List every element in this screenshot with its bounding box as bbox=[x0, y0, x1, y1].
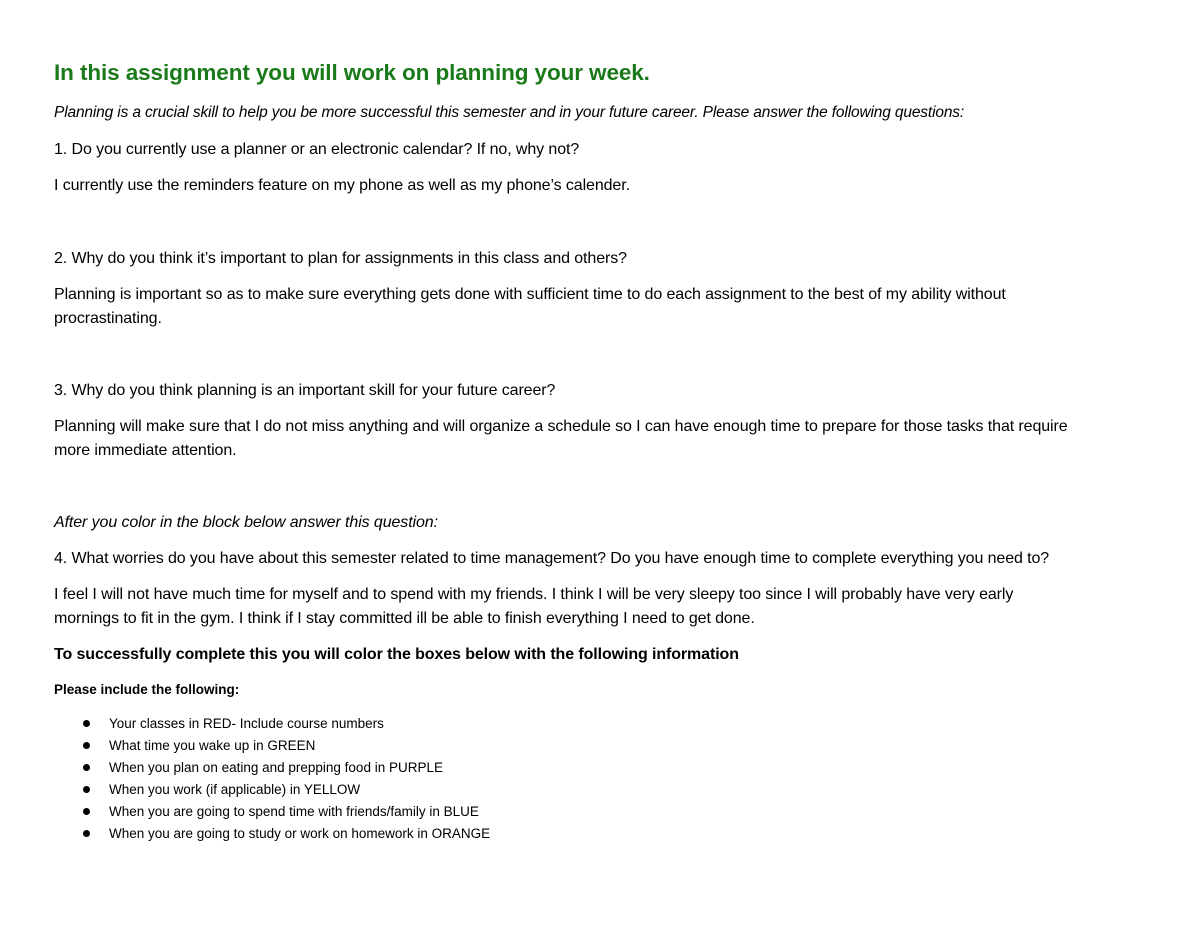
list-item-text: When you are going to spend time with friends/family in BLUE bbox=[109, 804, 479, 819]
answer-2-line-2: procrastinating. bbox=[54, 310, 162, 327]
list-item bbox=[54, 758, 490, 780]
list-item bbox=[54, 736, 490, 758]
list-item-text: When you plan on eating and prepping food in PURPLE bbox=[109, 760, 443, 775]
answer-1: I currently use the reminders feature on my phone as well as my phone’s calender. bbox=[54, 177, 630, 194]
bullet-icon bbox=[83, 830, 90, 837]
list-item-text: Your classes in RED- Include course numbers bbox=[109, 716, 384, 731]
requirements-list bbox=[54, 714, 490, 846]
page-title: In this assignment you will work on planning your week. bbox=[54, 60, 650, 85]
after-note: After you color in the block below answer this question: bbox=[54, 514, 438, 531]
list-item bbox=[54, 802, 490, 824]
answer-2-line-1: Planning is important so as to make sure everything gets done with sufficient time to do each assignment to the best of my ability without bbox=[54, 286, 1006, 303]
list-item bbox=[54, 824, 490, 846]
question-2: 2. Why do you think it’s important to plan for assignments in this class and others? bbox=[54, 250, 627, 267]
bullet-icon bbox=[83, 764, 90, 771]
answer-4-line-1: I feel I will not have much time for myself and to spend with my friends. I think I will be very sleepy too since I will probably have very early bbox=[54, 586, 1014, 603]
list-item bbox=[54, 714, 490, 736]
include-heading: Please include the following: bbox=[54, 682, 240, 697]
list-item-text: What time you wake up in GREEN bbox=[109, 738, 316, 753]
question-4: 4. What worries do you have about this semester related to time management? Do you have enough time to complete everything you need to? bbox=[54, 550, 1050, 567]
answer-3-line-2: more immediate attention. bbox=[54, 442, 237, 459]
intro-text: Planning is a crucial skill to help you be more successful this semester and in your future career. Please answer the following questions: bbox=[54, 104, 965, 121]
list-item-text: When you are going to study or work on homework in ORANGE bbox=[109, 826, 491, 841]
question-3: 3. Why do you think planning is an important skill for your future career? bbox=[54, 382, 556, 399]
bullet-icon bbox=[83, 786, 90, 793]
bullet-icon bbox=[83, 808, 90, 815]
list-item-text: When you work (if applicable) in YELLOW bbox=[109, 782, 361, 797]
question-1: 1. Do you currently use a planner or an electronic calendar? If no, why not? bbox=[54, 141, 580, 158]
bullet-icon bbox=[83, 742, 90, 749]
answer-4-line-2: mornings to fit in the gym. I think if I stay committed ill be able to finish everything I need to get done. bbox=[54, 610, 755, 627]
instructions-text: To successfully complete this you will color the boxes below with the following information bbox=[54, 646, 739, 663]
list-item bbox=[54, 780, 490, 802]
answer-3-line-1: Planning will make sure that I do not miss anything and will organize a schedule so I can have enough time to prepare for those tasks that require bbox=[54, 418, 1068, 435]
bullet-icon bbox=[83, 720, 90, 727]
